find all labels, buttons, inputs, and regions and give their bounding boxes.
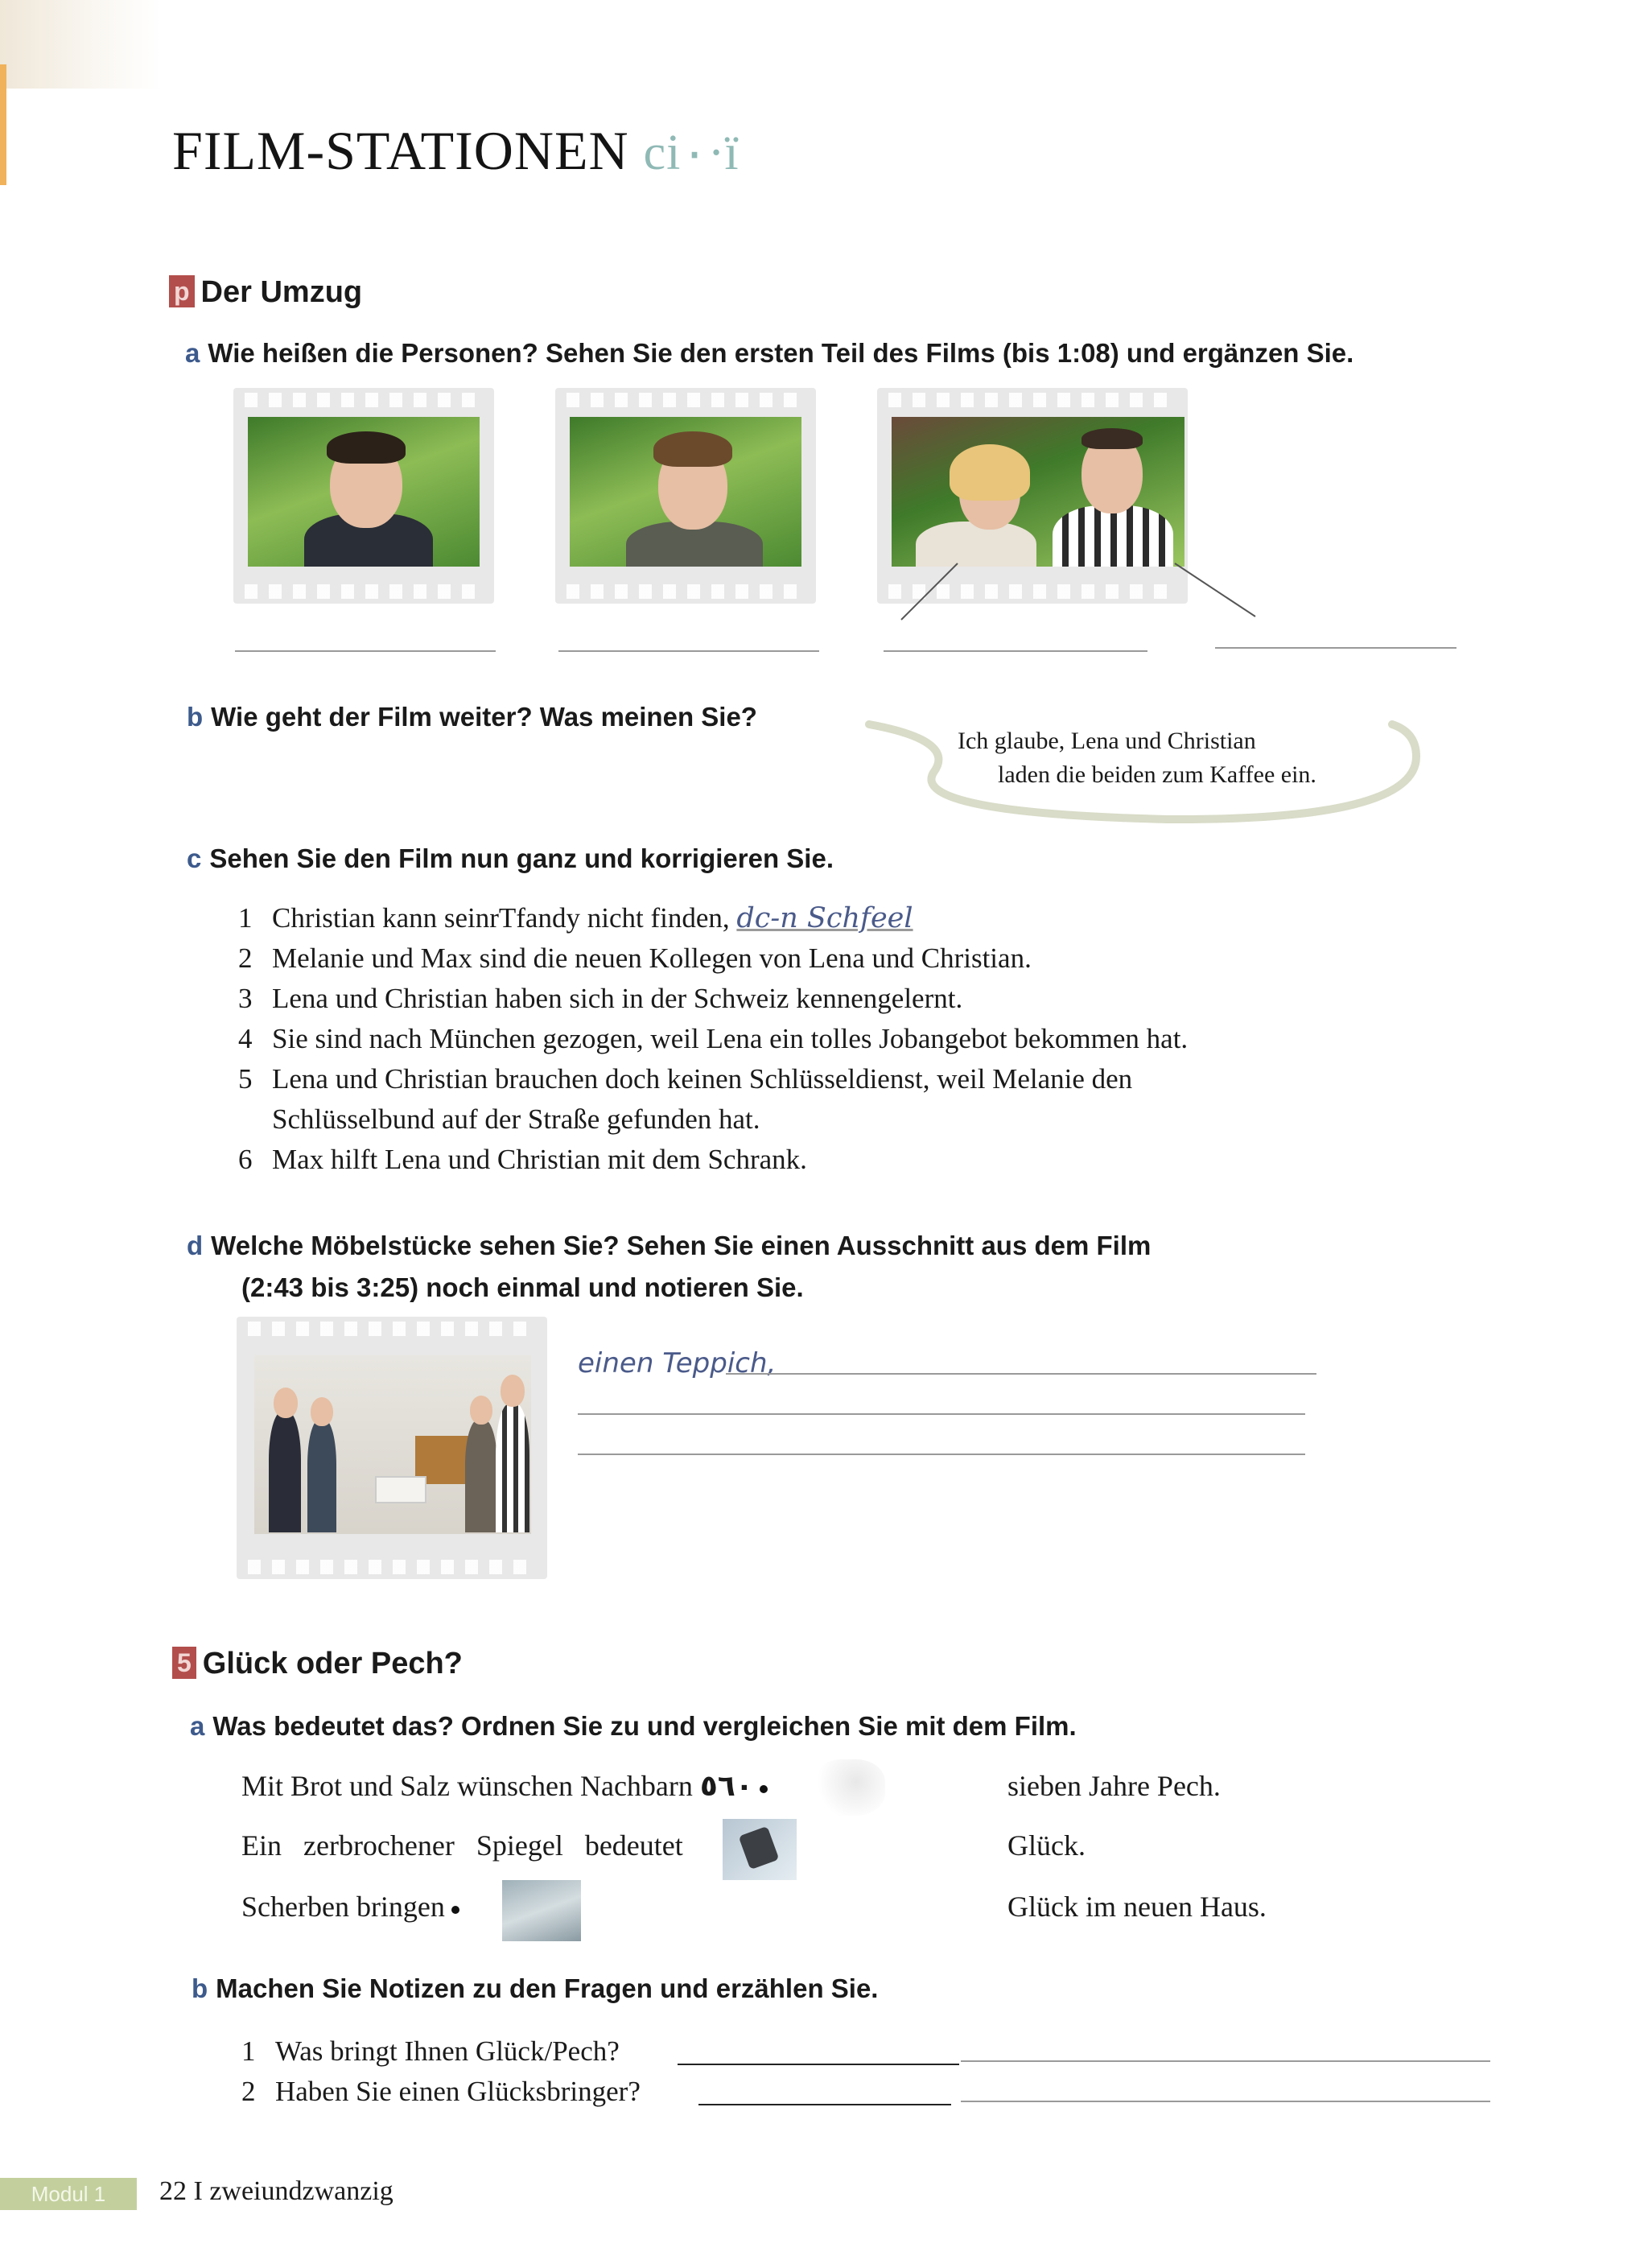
item-number: 2 — [241, 2076, 256, 2107]
list-item — [238, 1019, 1494, 1059]
photo-person-1 — [233, 388, 494, 604]
item-text: Melanie und Max sind die neuen Kollegen von Lena und Christian. — [272, 942, 1032, 974]
edge-tab — [0, 64, 6, 185]
bubble-line: Ich glaube, Lena und Christian — [958, 728, 1256, 754]
match-text: Glück. — [1007, 1829, 1086, 1862]
match-left-item — [241, 1829, 683, 1862]
list-item — [238, 1059, 1494, 1099]
section-number: p — [169, 275, 195, 307]
item-number: 4 — [238, 1023, 253, 1054]
item-text: Schlüsselbund auf der Straße gefunden hat. — [272, 1103, 760, 1135]
item-text: Haben Sie einen Glücksbringer? — [275, 2076, 641, 2107]
list-item — [238, 938, 1494, 979]
name-answer-line[interactable] — [884, 650, 1147, 652]
task-letter: d — [187, 1231, 204, 1260]
notes-line[interactable] — [578, 1454, 1305, 1455]
handwritten-mark: ٥٦٠ — [699, 1770, 753, 1803]
item-text: Was bringt Ihnen Glück/Pech? — [275, 2035, 620, 2067]
notes-line[interactable] — [961, 2060, 1490, 2062]
task-b-instruction — [187, 702, 757, 732]
section-4-heading — [169, 275, 362, 310]
match-right-item — [1007, 1769, 1221, 1803]
bubble-line: laden die beiden zum Kaffee ein. — [998, 761, 1316, 788]
module-tab: Modul 1 — [0, 2178, 137, 2210]
match-dot[interactable] — [760, 1785, 768, 1793]
task-letter: a — [185, 338, 200, 368]
item-text: Lena und Christian brauchen doch keinen Schlüsseldienst, weil Melanie den — [272, 1063, 1133, 1095]
task-text: Machen Sie Notizen zu den Fragen und erzählen Sie. — [216, 1973, 879, 2003]
handwritten-correction[interactable]: dc-n Schfeel — [736, 902, 913, 934]
task-text: Sehen Sie den Film nun ganz und korrigieren Sie. — [209, 843, 834, 873]
pointer-lines — [885, 547, 1263, 636]
item-text: Max hilft Lena und Christian mit dem Schrank. — [272, 1144, 807, 1175]
list-item-continued — [238, 1099, 1494, 1140]
bread-salt-image — [813, 1759, 885, 1816]
statement-list — [238, 898, 1494, 1180]
task-a-instruction — [185, 338, 1353, 369]
match-text: Ein zerbrochener Spiegel bedeutet — [241, 1829, 683, 1862]
name-answer-line[interactable] — [1215, 647, 1456, 649]
photo-person-2 — [555, 388, 816, 604]
page-title-tail: ci٠·ї — [643, 126, 740, 180]
item-number: 3 — [238, 983, 253, 1014]
task-5a-instruction — [190, 1711, 1077, 1742]
item-number: 5 — [238, 1063, 253, 1095]
page-title — [172, 119, 740, 183]
task-letter: a — [190, 1711, 205, 1741]
notes-line[interactable] — [961, 2101, 1490, 2102]
item-text: Sie sind nach München gezogen, weil Lena ein tolles Jobangebot bekommen hat. — [272, 1023, 1189, 1054]
question-item — [241, 2072, 641, 2112]
name-answer-line[interactable] — [235, 650, 496, 652]
task-c-instruction — [187, 843, 834, 874]
section-title: Glück oder Pech? — [202, 1647, 463, 1680]
name-answer-line[interactable] — [558, 650, 819, 652]
item-text: Lena und Christian haben sich in der Schweiz kennengelernt. — [272, 983, 963, 1014]
task-letter: c — [187, 843, 202, 873]
notes-line[interactable] — [698, 2104, 951, 2105]
photo-living-room — [237, 1317, 547, 1579]
task-5b-instruction — [192, 1973, 878, 2004]
shards-image — [502, 1880, 581, 1941]
task-letter: b — [187, 702, 204, 732]
broken-mirror-image — [723, 1819, 797, 1880]
section-number: 5 — [172, 1647, 196, 1679]
match-left-item — [241, 1769, 768, 1803]
item-number: 6 — [238, 1144, 253, 1175]
task-text: (2:43 bis 3:25) noch einmal und notieren Sie. — [241, 1272, 804, 1302]
list-item — [238, 898, 1494, 938]
notes-line[interactable] — [678, 2064, 959, 2065]
item-number: 2 — [238, 942, 253, 974]
page-title-text: FILM-STATIONEN — [172, 120, 629, 181]
match-right-item — [1007, 1829, 1086, 1862]
notes-line[interactable] — [578, 1413, 1305, 1415]
notes-line[interactable] — [726, 1373, 1316, 1375]
section-5-heading — [172, 1647, 463, 1681]
handwritten-answer[interactable]: einen Teppich, — [578, 1347, 777, 1379]
task-letter: b — [192, 1973, 208, 2003]
task-text: Wie geht der Film weiter? Was meinen Sie? — [211, 702, 757, 732]
match-left-item — [241, 1890, 459, 1924]
task-text: Welche Möbelstücke sehen Sie? Sehen Sie einen Ausschnitt aus dem Film — [211, 1231, 1152, 1260]
match-text: Mit Brot und Salz wünschen Nachbarn — [241, 1770, 693, 1802]
list-item — [238, 979, 1494, 1019]
match-text: Scherben bringen — [241, 1891, 445, 1923]
section-title: Der Umzug — [200, 275, 363, 309]
speech-bubble-text — [958, 724, 1376, 792]
item-number: 1 — [238, 902, 253, 934]
task-d-instruction — [187, 1225, 1151, 1309]
task-text: Was bedeutet das? Ordnen Sie zu und vergleichen Sie mit dem Film. — [212, 1711, 1077, 1741]
item-number: 1 — [241, 2035, 256, 2067]
item-text: Christian kann seinrTfandy nicht finden, — [272, 902, 730, 934]
question-item — [241, 2031, 620, 2072]
match-right-item — [1007, 1890, 1267, 1924]
page-number: 22 I zweiundzwanzig — [159, 2176, 393, 2206]
list-item — [238, 1140, 1494, 1180]
match-text: Glück im neuen Haus. — [1007, 1891, 1267, 1923]
task-text: Wie heißen die Personen? Sehen Sie den ersten Teil des Films (bis 1:08) und ergänzen Sie. — [208, 338, 1354, 368]
corner-decoration — [0, 0, 161, 89]
match-dot[interactable] — [451, 1906, 459, 1914]
match-text: sieben Jahre Pech. — [1007, 1770, 1221, 1802]
